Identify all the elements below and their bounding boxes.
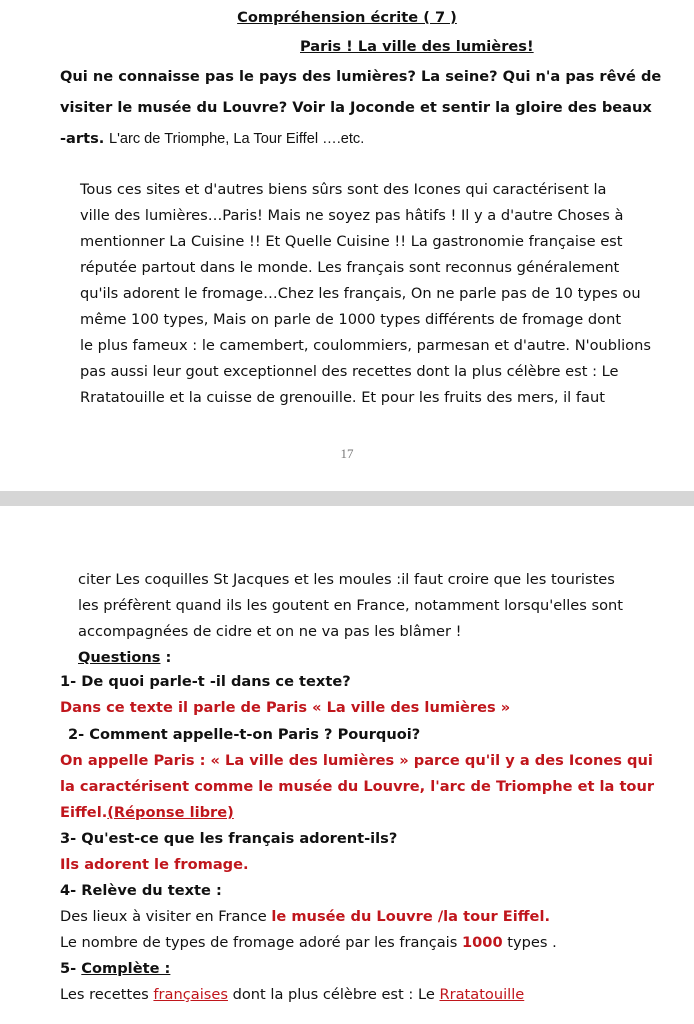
answer-5-text-b: dont la plus célèbre est : Le [227,986,440,1003]
continuation-line-1: citer Les coquilles St Jacques et les moules :il faut croire que les touristes [78,571,615,588]
answer-4-line-2-tail: types . [502,934,557,951]
intro-line-2: visiter le musée du Louvre? Voir la Joconde et sentir la gloire des beaux [60,99,652,116]
paragraph-line-1: Tous ces sites et d'autres biens sûrs sont des Icones qui caractérisent la [80,181,607,198]
answer-4-line-1 [60,907,550,927]
answer-2-note: (Réponse libre) [107,804,234,821]
question-5 [60,959,170,979]
answer-4-line-2-text: Le nombre de types de fromage adoré par les français [60,934,462,951]
answer-2-line-2: la caractérisent comme le musée du Louvre, l'arc de Triomphe et la tour [60,778,655,795]
page-number: 17 [340,446,354,461]
question-2: 2- Comment appelle-t-on Paris ? Pourquoi? [68,726,421,743]
questions-heading-colon: : [160,649,172,666]
answer-5-blank-1: françaises [153,986,228,1003]
intro-line-3-tail: L'arc de Triomphe, La Tour Eiffel ….etc. [108,131,365,147]
intro-line-3-bold: -arts. [60,130,105,147]
question-5-number: 5- [60,960,82,977]
page-title: Compréhension écrite ( 7 ) [237,9,457,26]
continuation-line-3: accompagnées de cidre et on ne va pas les blâmer ! [78,623,462,640]
paragraph-line-3: mentionner La Cuisine !! Et Quelle Cuisine !! La gastronomie française est [80,233,623,250]
paragraph-line-8: pas aussi leur gout exceptionnel des recettes dont la plus célèbre est : Le [80,363,619,380]
paragraph-line-4: réputée partout dans le monde. Les français sont reconnus généralement [80,259,620,276]
answer-2-line-1: On appelle Paris : « La ville des lumières » parce qu'il y a des Icones qui [60,752,653,769]
question-4: 4- Relève du texte : [60,882,222,899]
answer-4-line-2-answer: 1000 [461,934,503,951]
page-2 [0,506,694,1024]
answer-2-line-3 [60,803,234,823]
paragraph-line-6: même 100 types, Mais on parle de 1000 types différents de fromage dont [80,311,622,328]
answer-5-blank-2: Rratatouille [439,986,525,1003]
question-3: 3- Qu'est-ce que les français adorent-ils? [60,830,398,847]
page-1 [0,0,694,491]
page-subtitle: Paris ! La ville des lumières! [300,38,534,55]
answer-2-last: Eiffel. [60,804,108,821]
answer-4-line-2 [60,933,557,953]
intro-line-3 [60,129,364,149]
questions-heading-text: Questions [78,649,161,666]
answer-4-line-1-answer: le musée du Louvre /la tour Eiffel. [271,908,551,925]
paragraph-line-7: le plus fameux : le camembert, coulommiers, parmesan et d'autre. N'oublions [80,337,651,354]
question-1: 1- De quoi parle-t -il dans ce texte? [60,673,351,690]
continuation-line-2: les préfèrent quand ils les goutent en France, notamment lorsqu'elles sont [78,597,624,614]
paragraph-line-2: ville des lumières…Paris! Mais ne soyez pas hâtifs ! Il y a d'autre Choses à [80,207,624,224]
intro-line-1: Qui ne connaisse pas le pays des lumières? La seine? Qui n'a pas rêvé de [60,68,662,85]
answer-4-line-1-text: Des lieux à visiter en France [60,908,272,925]
answer-3: Ils adorent le fromage. [60,856,249,873]
paragraph-line-9: Rratatouille et la cuisse de grenouille. Et pour les fruits des mers, il faut [80,389,605,406]
questions-heading [78,648,171,668]
question-5-label: Complète : [81,960,171,977]
paragraph-line-5: qu'ils adorent le fromage…Chez les français, On ne parle pas de 10 types ou [80,285,641,302]
answer-1: Dans ce texte il parle de Paris « La ville des lumières » [60,699,511,716]
answer-5-text-a: Les recettes [60,986,154,1003]
answer-5 [60,985,524,1005]
